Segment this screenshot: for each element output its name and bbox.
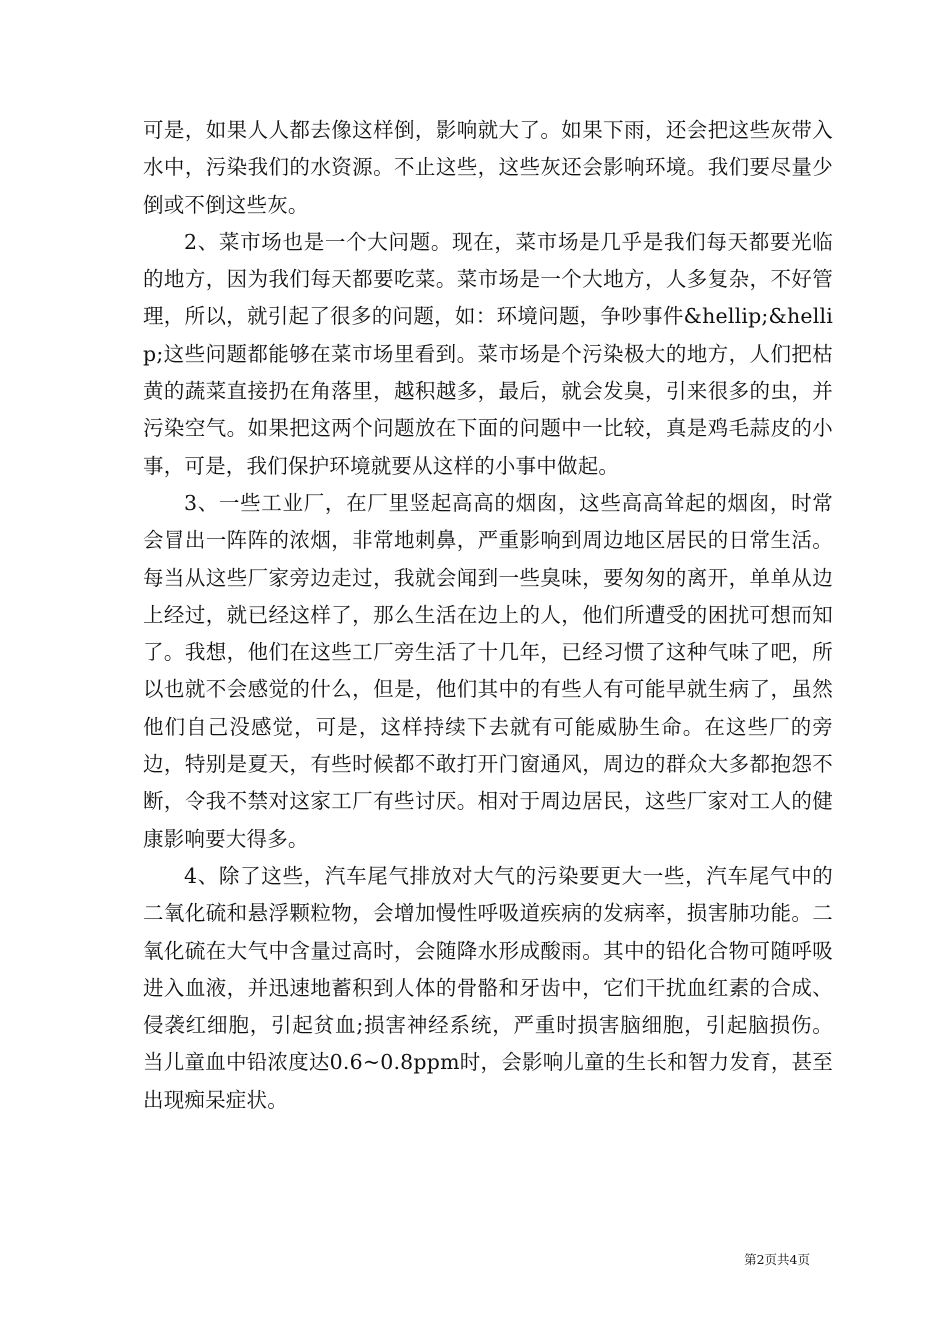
paragraph-2: 2、菜市场也是一个大问题。现在，菜市场是几乎是我们每天都要光临的地方，因为我们每天都要吃菜。菜市场是一个大地方，人多复杂，不好管理，所以，就引起了很多的问题，如：环境问题，争吵事件&hellip;&hellip;这些问题都能够在菜市场里看到。菜市场是个污染极大的地方，人们把枯黄的蔬菜直接扔在角落里，越积越多，最后，就会发臭，引来很多的虫，并污染空气。如果把这两个问题放在下面的问题中一比较，真是鸡毛蒜皮的小事，可是，我们保护环境就要从这样的小事中做起。 — [143, 229, 833, 478]
page-number-footer: 第2页共4页 — [744, 1252, 810, 1267]
paragraph-3: 3、一些工业厂，在厂里竖起高高的烟囱，这些高高耸起的烟囱，时常会冒出一阵阵的浓烟，非常地刺鼻，严重影响到周边地区居民的日常生活。每当从这些厂家旁边走过，我就会闻到一些臭味，要匆匆的离开，单单从边上经过，就已经这样了，那么生活在边上的人，他们所遭受的困扰可想而知了。我想，他们在这些工厂旁生活了十几年，已经习惯了这种气味了吧，所以也就不会感觉的什么，但是，他们其中的有些人有可能早就生病了，虽然他们自己没感觉，可是，这样持续下去就有可能威胁生命。在这些厂的旁边，特别是夏天，有些时候都不敢打开门窗通风，周边的群众大多都抱怨不断，令我不禁对这家工厂有些讨厌。相对于周边居民，这些厂家对工人的健康影响要大得多。 — [143, 490, 833, 851]
paragraph-1: 可是，如果人人都去像这样倒，影响就大了。如果下雨，还会把这些灰带入水中，污染我们的水资源。不止这些，这些灰还会影响环境。我们要尽量少倒或不倒这些灰。 — [143, 118, 833, 217]
paragraph-4: 4、除了这些，汽车尾气排放对大气的污染要更大一些，汽车尾气中的二氧化硫和悬浮颗粒物，会增加慢性呼吸道疾病的发病率，损害肺功能。二氧化硫在大气中含量过高时，会随降水形成酸雨。其中的铅化合物可随呼吸进入血液，并迅速地蓄积到人体的骨骼和牙齿中，它们干扰血红素的合成、侵袭红细胞，引起贫血;损害神经系统，严重时损害脑细胞，引起脑损伤。当儿童血中铅浓度达0.6~0.8ppm时，会影响儿童的生长和智力发育，甚至出现痴呆症状。 — [143, 863, 833, 1112]
document-body — [143, 112, 833, 1119]
